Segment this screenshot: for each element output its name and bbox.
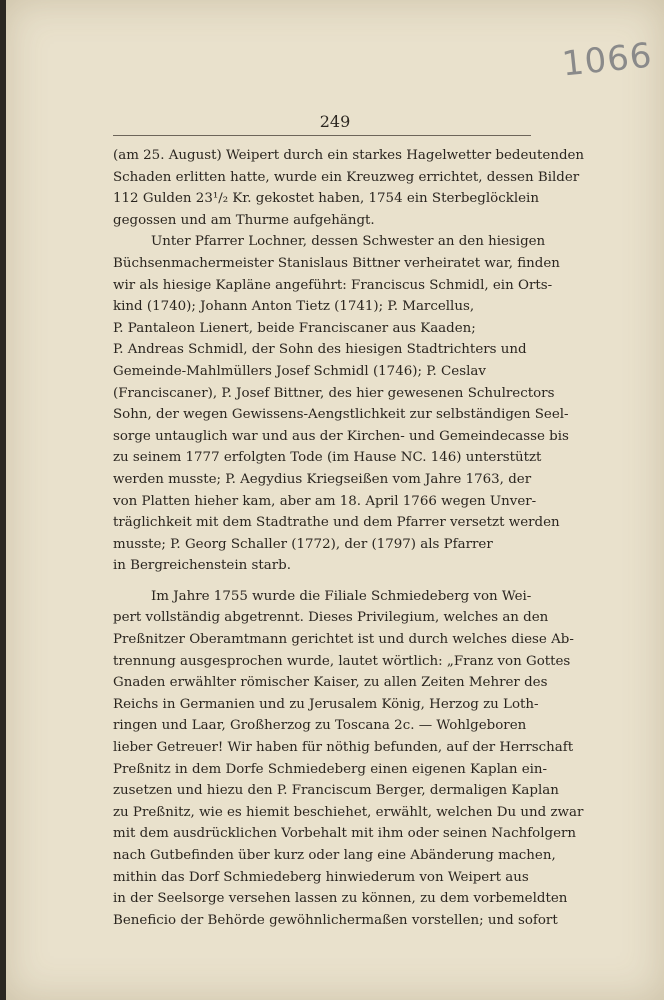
text-line: P. Andreas Schmidl, der Sohn des hiesigen Stadtrichters und [113, 342, 527, 358]
text-line: sorge untauglich war und aus der Kirchen- und Gemeindecasse bis [113, 428, 569, 444]
text-line: zu seinem 1777 erfolgten Tode (im Hause NC. 146) unterstützt [113, 450, 542, 466]
text-line: träglichkeit mit dem Stadtrathe und dem Pfarrer versetzt werden [113, 515, 560, 531]
text-line: 112 Gulden 23¹/₂ Kr. gekostet haben, 1754 ein Sterbeglöcklein [113, 191, 539, 207]
text-line: Büchsenmachermeister Stanislaus Bittner verheiratet war, finden [113, 255, 560, 271]
text-line: Unter Pfarrer Lochner, dessen Schwester an den hiesigen [151, 234, 546, 250]
text-line: Reichs in Germanien und zu Jerusalem König, Herzog zu Loth- [113, 696, 539, 712]
text-line: (Franciscaner), P. Josef Bittner, des hier gewesenen Schulrectors [113, 385, 555, 401]
text-line: in Bergreichenstein starb. [113, 558, 291, 574]
text-line: werden musste; P. Aegydius Kriegseißen vom Jahre 1763, der [113, 471, 532, 487]
text-line: Preßnitz in dem Dorfe Schmiedeberg einen eigenen Kaplan ein- [113, 761, 548, 777]
paragraph-2 [113, 231, 569, 577]
text-line: Schaden erlitten hatte, wurde ein Kreuzweg errichtet, dessen Bilder [113, 169, 580, 185]
text-line: lieber Getreuer! Wir haben für nöthig befunden, auf der Herrschaft [113, 740, 574, 756]
text-line: Beneficio der Behörde gewöhnlichermaßen vorstellen; und sofort [113, 912, 558, 928]
text-line: musste; P. Georg Schaller (1772), der (1797) als Pfarrer [113, 536, 493, 552]
text-line: von Platten hieher kam, aber am 18. April 1766 wegen Unver- [113, 493, 537, 509]
text-line: Gnaden erwählter römischer Kaiser, zu allen Zeiten Mehrer des [113, 675, 548, 691]
page-number: 249 [319, 112, 351, 131]
text-line: in der Seelsorge versehen lassen zu können, zu dem vorbemeldten [113, 891, 568, 907]
text-line: (am 25. August) Weipert durch ein starkes Hagelwetter bedeutenden [113, 148, 585, 163]
text-line: Sohn, der wegen Gewissens-Aengstlichkeit zur selbständigen Seel- [113, 407, 569, 423]
text-line: zu Preßnitz, wie es hiemit beschiehet, erwählt, welchen Du und zwar [113, 804, 584, 820]
text-line: ringen und Laar, Großherzog zu Toscana 2c. — Wohlgeboren [113, 718, 527, 734]
text-line: wir als hiesige Kapläne angeführt: Franciscus Schmidl, ein Orts- [113, 277, 553, 293]
text-line: Preßnitzer Oberamtmann gerichtet ist und durch welches diese Ab- [113, 632, 574, 648]
text-line: P. Pantaleon Lienert, beide Franciscaner aus Kaaden; [113, 320, 476, 336]
text-line: nach Gutbefinden über kurz oder lang eine Abänderung machen, [113, 848, 556, 863]
text-line: kind (1740); Johann Anton Tietz (1741); P. Marcellus, [113, 299, 475, 315]
text-line: gegossen und am Thurme aufgehängt. [113, 212, 375, 228]
text-line: mithin das Dorf Schmiedeberg hinwiederum von Weipert aus [113, 869, 529, 885]
header-rule [113, 135, 531, 136]
text-line: Gemeinde-Mahlmüllers Josef Schmidl (1746); P. Ceslav [113, 363, 486, 379]
text-line: Im Jahre 1755 wurde die Filiale Schmiedeberg von Wei- [151, 588, 532, 604]
paragraph-1 [113, 145, 585, 231]
paragraph-3 [113, 586, 584, 932]
text-line: trennung ausgesprochen wurde, lautet wörtlich: „Franz von Gottes [113, 653, 571, 669]
text-line: mit dem ausdrücklichen Vorbehalt mit ihm oder seinen Nachfolgern [113, 826, 577, 842]
handwritten-folio-number: 1066 [560, 35, 655, 85]
book-page [6, 0, 664, 1000]
text-line: pert vollständig abgetrennt. Dieses Privilegium, welches an den [113, 610, 549, 626]
text-line: zusetzen und hiezu den P. Franciscum Berger, dermaligen Kaplan [113, 783, 559, 799]
body-text [113, 145, 585, 931]
